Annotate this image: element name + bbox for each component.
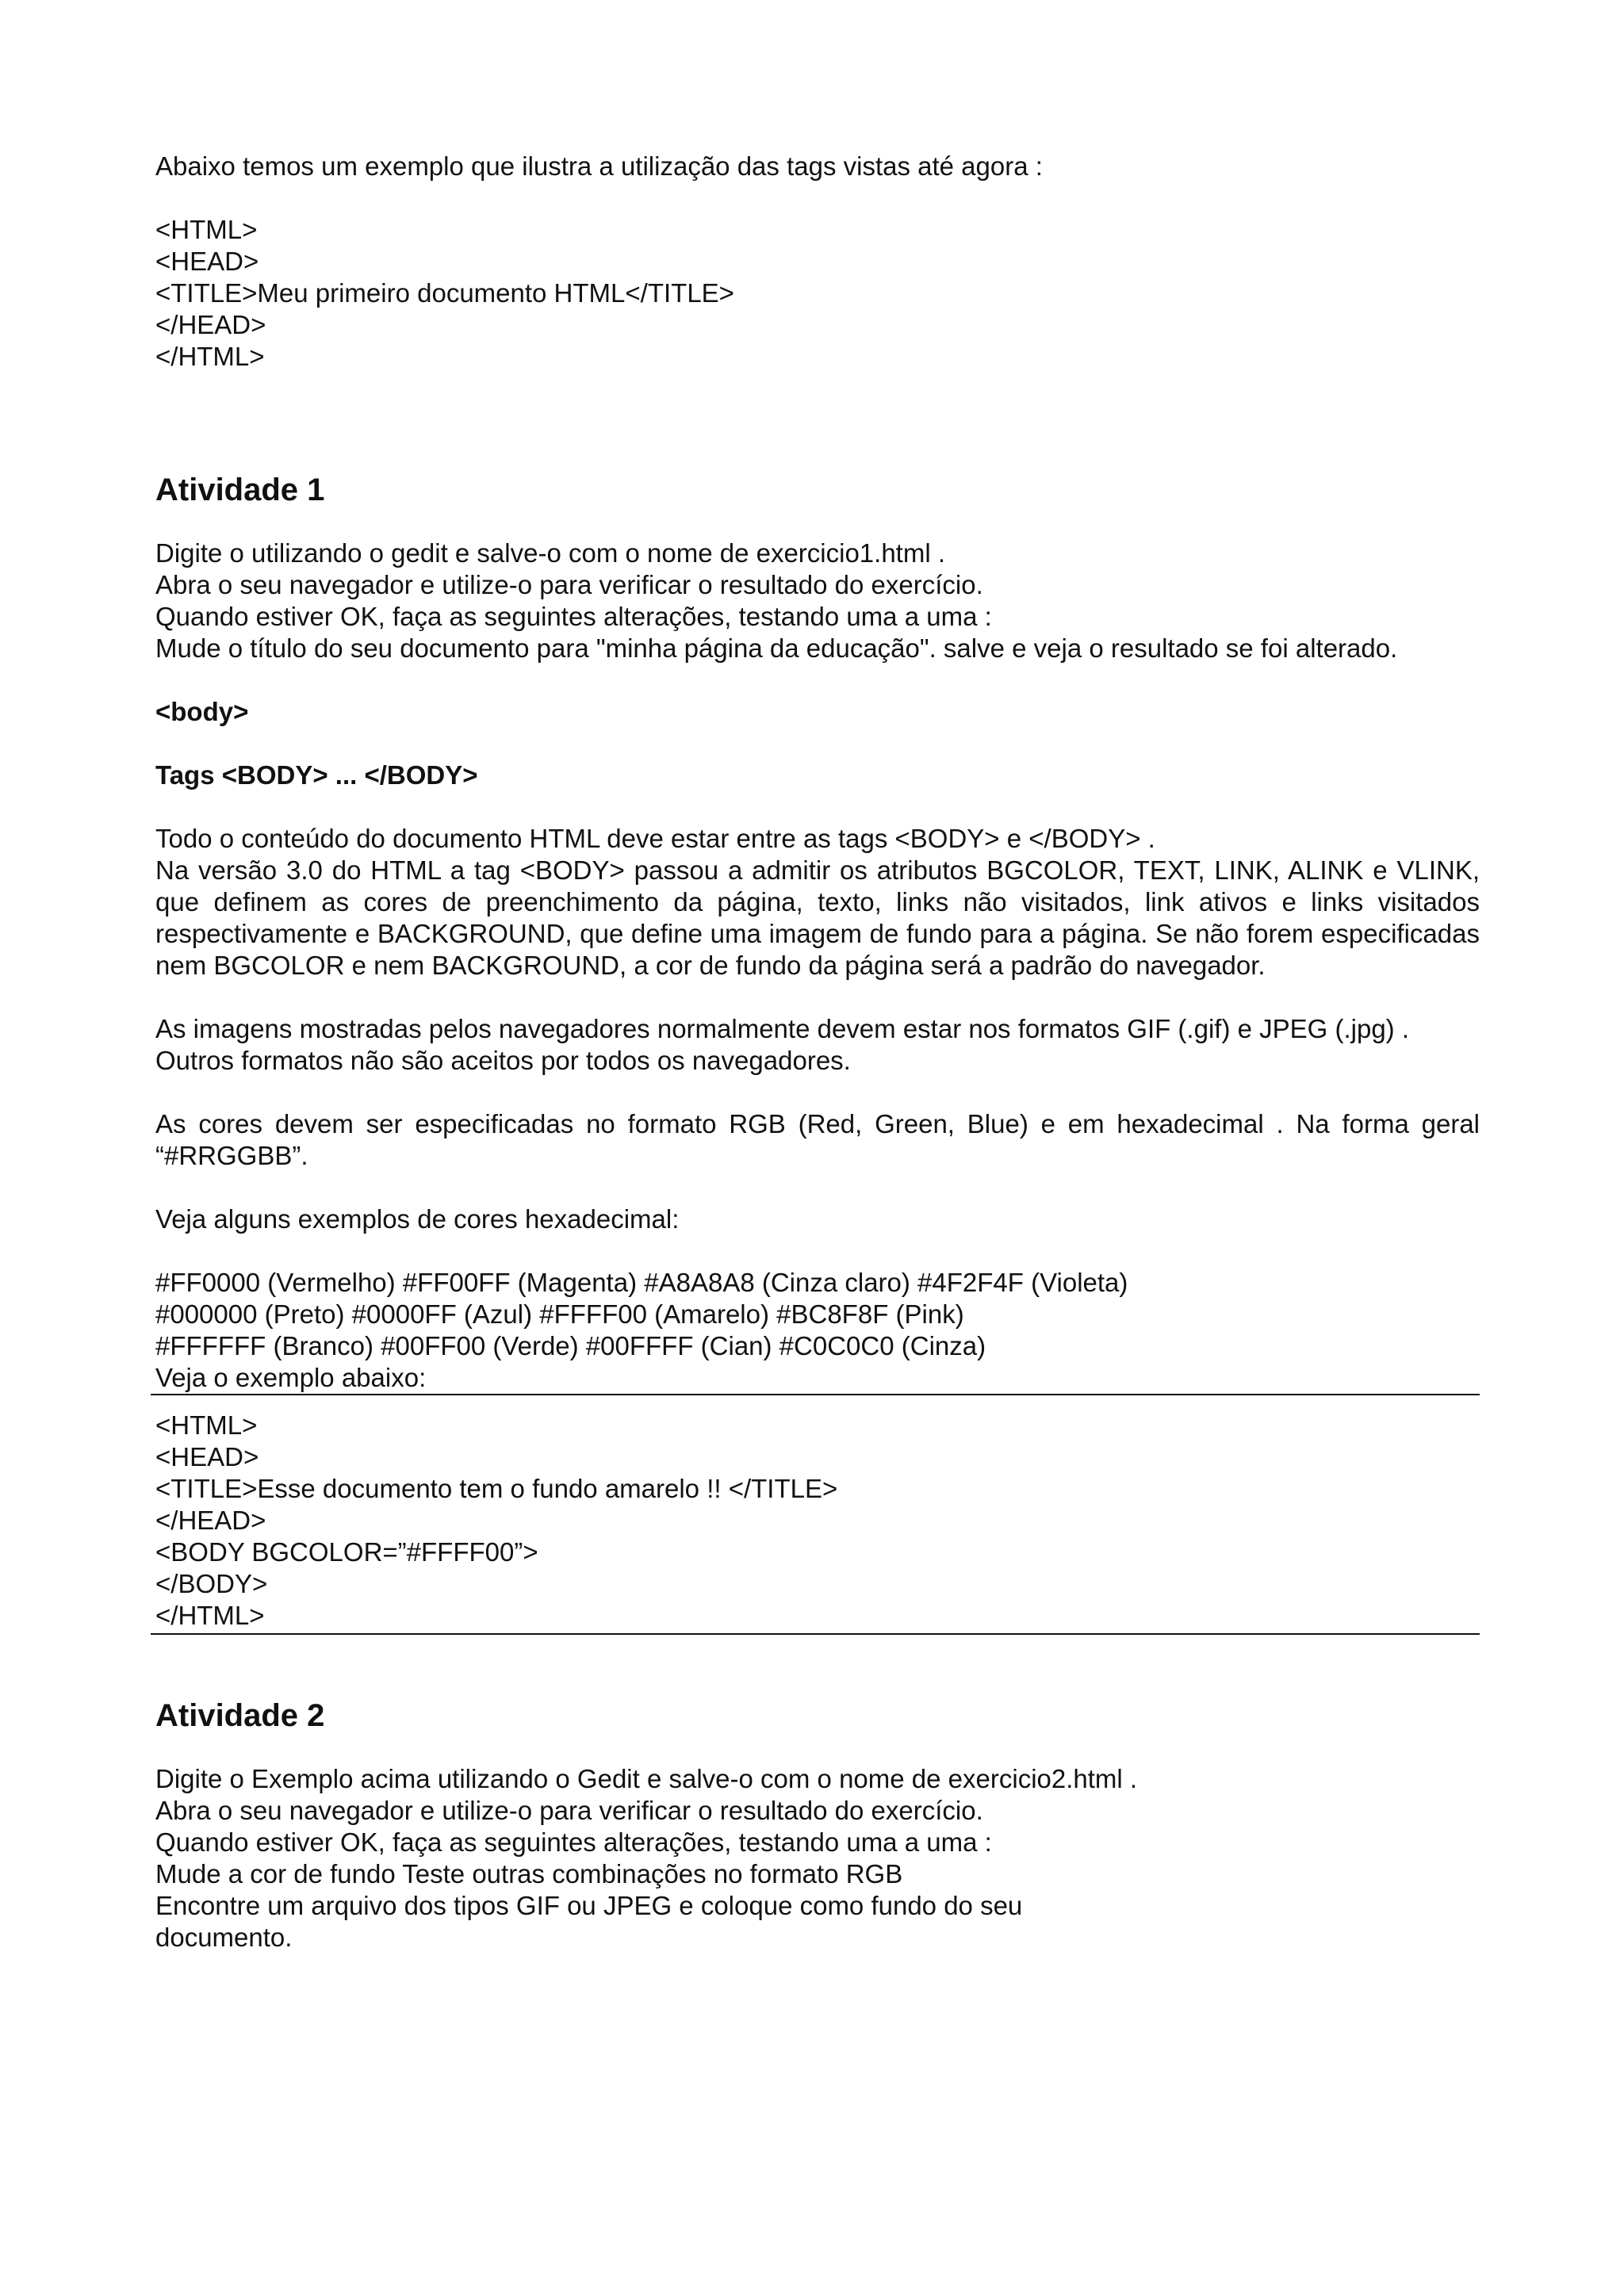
- code-line: <HEAD>: [155, 1442, 259, 1471]
- code-example-1: [155, 214, 1480, 373]
- color-examples-intro: Veja alguns exemplos de cores hexadecimal:: [155, 1204, 680, 1234]
- body-tag-label: <body>: [155, 697, 249, 726]
- code-line: </HEAD>: [155, 310, 266, 339]
- body-paragraph-2: [155, 1013, 1480, 1077]
- code-line: </HTML>: [155, 342, 265, 371]
- spacer: [155, 373, 1480, 471]
- body-paragraph-1: [155, 823, 1480, 982]
- spacer: [155, 182, 1480, 214]
- instruction-line: Abra o seu navegador e utilize-o para verificar o resultado do exercício.: [155, 1796, 983, 1825]
- color-examples-list: [155, 1267, 1480, 1394]
- spacer: [155, 1235, 1480, 1267]
- code-line: </BODY>: [155, 1569, 268, 1598]
- tags-body-heading: Tags <BODY> ... </BODY>: [155, 760, 478, 790]
- code-example-2-box: [151, 1394, 1480, 1635]
- spacer: [155, 791, 1480, 823]
- spacer: [155, 1077, 1480, 1108]
- instruction-line: Mude o título do seu documento para "minha página da educação". salve e veja o resultado se foi alterado.: [155, 633, 1398, 663]
- atividade-1-heading: Atividade 1: [155, 473, 325, 507]
- instruction-line: Abra o seu navegador e utilize-o para verificar o resultado do exercício.: [155, 570, 983, 599]
- color-examples-line: #FFFFFF (Branco) #00FF00 (Verde) #00FFFF (Cian) #C0C0C0 (Cinza): [155, 1331, 986, 1360]
- atividade-2-instructions: [155, 1763, 1480, 1954]
- code-line: </HTML>: [155, 1601, 265, 1630]
- document-content: [155, 151, 1480, 1954]
- instruction-line: Mude a cor de fundo Teste outras combinações no formato RGB: [155, 1859, 903, 1888]
- instruction-line: documento.: [155, 1923, 293, 1952]
- spacer: [155, 728, 1480, 760]
- intro-text: Abaixo temos um exemplo que ilustra a utilização das tags vistas até agora :: [155, 151, 1043, 181]
- code-line: <HTML>: [155, 1410, 258, 1440]
- atividade-1-instructions: [155, 538, 1480, 664]
- color-examples-line: #FF0000 (Vermelho) #FF00FF (Magenta) #A8A8A8 (Cinza claro) #4F2F4F (Violeta): [155, 1268, 1128, 1297]
- body-paragraph-3: As cores devem ser especificadas no formato RGB (Red, Green, Blue) e em hexadecimal . Na forma geral “#RRGGBB”.: [155, 1109, 1480, 1170]
- atividade-2-heading: Atividade 2: [155, 1698, 325, 1733]
- spacer: [155, 509, 1480, 538]
- spacer: [155, 1172, 1480, 1203]
- paragraph-line: Outros formatos não são aceitos por todos os navegadores.: [155, 1046, 851, 1075]
- spacer: [155, 982, 1480, 1013]
- instruction-line: Digite o utilizando o gedit e salve-o com o nome de exercicio1.html .: [155, 538, 946, 568]
- instruction-line: Encontre um arquivo dos tipos GIF ou JPEG e coloque como fundo do seu: [155, 1891, 1023, 1920]
- paragraph-text: Na versão 3.0 do HTML a tag <BODY> passou a admitir os atributos BGCOLOR, TEXT, LINK, ALINK e VLINK, que definem as cores de preenchimento da página, texto, links não visitados, link ativos e links visitados respectivamente e BACKGROUND, que define uma imagem de fundo para a página. Se não forem especificadas nem BGCOLOR e nem BACKGROUND, a cor de fundo da página será a padrão do navegador.: [155, 855, 1480, 980]
- color-examples-line: #000000 (Preto) #0000FF (Azul) #FFFF00 (Amarelo) #BC8F8F (Pink): [155, 1299, 964, 1329]
- instruction-line: Digite o Exemplo acima utilizando o Gedit e salve-o com o nome de exercicio2.html .: [155, 1764, 1138, 1793]
- spacer: [155, 1735, 1480, 1763]
- example-label: Veja o exemplo abaixo:: [155, 1363, 427, 1392]
- code-line: <BODY BGCOLOR=”#FFFF00”>: [155, 1537, 538, 1567]
- spacer: [155, 664, 1480, 696]
- code-line: <HTML>: [155, 215, 258, 244]
- instruction-line: Quando estiver OK, faça as seguintes alterações, testando uma a uma :: [155, 1827, 992, 1857]
- code-line: <TITLE>Meu primeiro documento HTML</TITLE>: [155, 278, 734, 308]
- instruction-line: Quando estiver OK, faça as seguintes alterações, testando uma a uma :: [155, 602, 992, 631]
- spacer: [155, 1635, 1480, 1697]
- paragraph-line: As imagens mostradas pelos navegadores normalmente devem estar nos formatos GIF (.gif) e JPEG (.jpg) .: [155, 1014, 1410, 1043]
- code-line: <HEAD>: [155, 247, 259, 276]
- code-line: </HEAD>: [155, 1506, 266, 1535]
- paragraph-line: Todo o conteúdo do documento HTML deve estar entre as tags <BODY> e </BODY> .: [155, 824, 1155, 853]
- code-line: <TITLE>Esse documento tem o fundo amarelo !! </TITLE>: [155, 1474, 838, 1503]
